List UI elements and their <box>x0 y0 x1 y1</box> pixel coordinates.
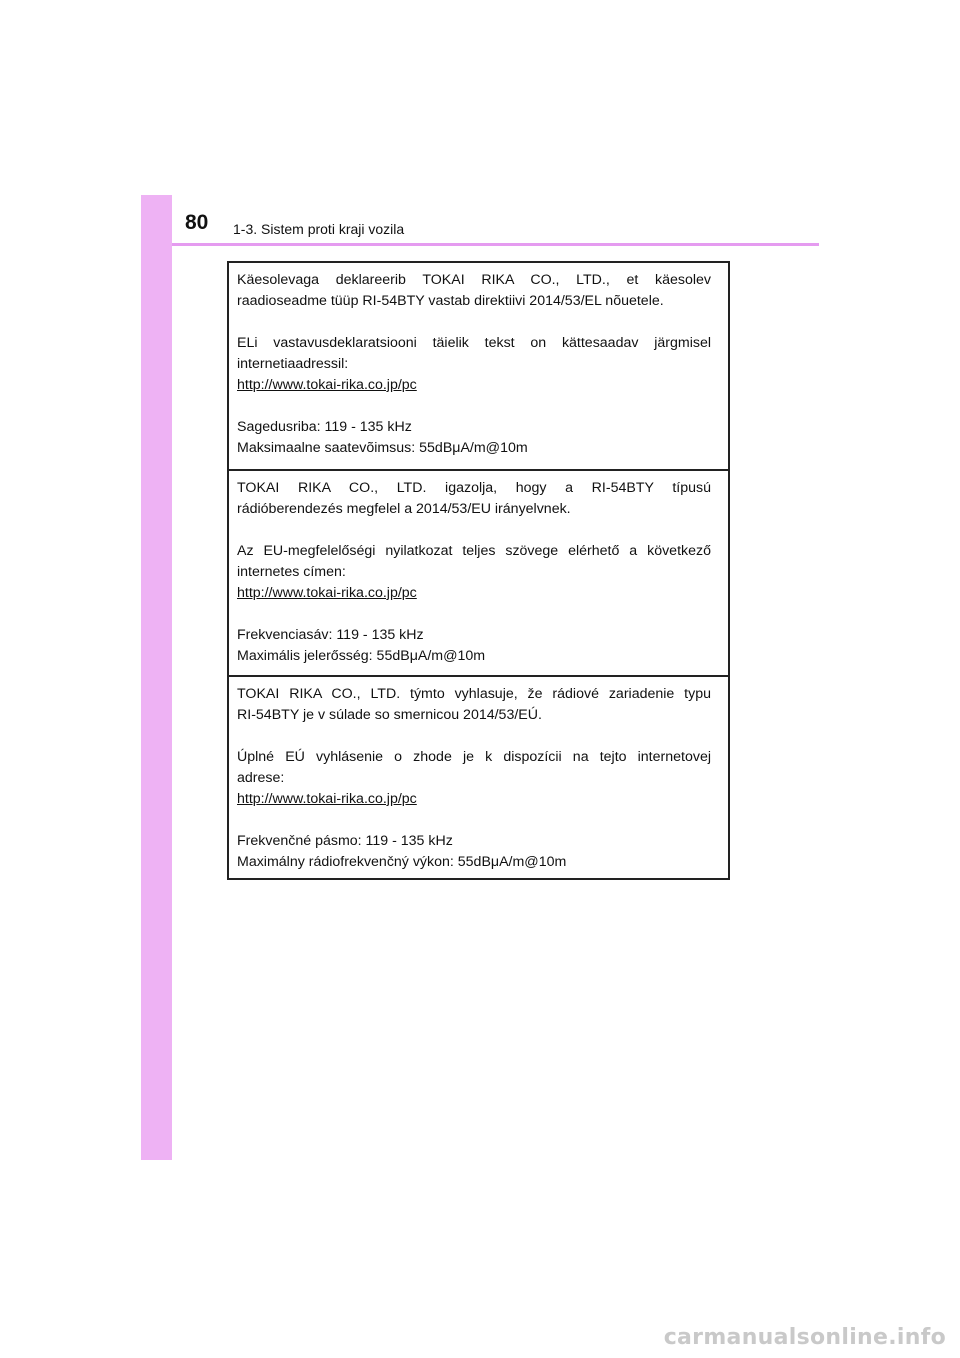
statement-line-2: rádióberendezés megfelel a 2014/53/EU irányelvnek. <box>237 501 571 517</box>
frequency-band: Frekvenčné pásmo: 119 - 135 kHz <box>237 833 453 849</box>
max-power: Maximális jelerősség: 55dBμA/m@10m <box>237 648 486 664</box>
availability-line-2: adrese: <box>237 770 285 786</box>
header-divider <box>172 243 819 246</box>
max-power: Maksimaalne saatevõimsus: 55dBμA/m@10m <box>237 440 528 456</box>
statement-line-1: Käesolevaga deklareerib TOKAI RIKA CO., LTD., et käesolev <box>237 272 711 288</box>
declaration-url-link[interactable]: http://www.tokai-rika.co.jp/pc <box>237 585 417 601</box>
statement-line-2: raadioseadme tüüp RI-54BTY vastab direktiivi 2014/53/EL nõuetele. <box>237 293 664 309</box>
frequency-band: Frekvenciasáv: 119 - 135 kHz <box>237 627 424 643</box>
site-watermark: carmanualsonline.info <box>663 1325 946 1350</box>
availability-line-2: internetiaadressil: <box>237 356 349 372</box>
statement-line-1: TOKAI RIKA CO., LTD. týmto vyhlasuje, že rádiové zariadenie typu <box>237 686 711 702</box>
declaration-url-link[interactable]: http://www.tokai-rika.co.jp/pc <box>237 791 417 807</box>
statement-line-2: RI-54BTY je v súlade so smernicou 2014/53/EÚ. <box>237 707 542 723</box>
availability-line-1: Úplné EÚ vyhlásenie o zhode je k dispozícii na tejto internetovej <box>237 749 711 765</box>
availability-line-1: ELi vastavusdeklaratsiooni täielik tekst on kättesaadav järgmisel <box>237 335 711 351</box>
statement-line-1: TOKAI RIKA CO., LTD. igazolja, hogy a RI-54BTY típusú <box>237 480 711 496</box>
availability-line-2: internetes címen: <box>237 564 346 580</box>
availability-line-1: Az EU-megfelelőségi nyilatkozat teljes szövege elérhető a következő <box>237 543 711 559</box>
declaration-estonian <box>229 263 728 469</box>
page-number: 80 <box>185 211 209 234</box>
section-title: 1-3. Sistem proti kraji vozila <box>233 221 405 237</box>
sidebar-tab <box>141 195 172 1160</box>
declaration-url-link[interactable]: http://www.tokai-rika.co.jp/pc <box>237 377 417 393</box>
declaration-slovak <box>229 675 728 878</box>
declaration-table <box>227 261 730 880</box>
declaration-hungarian <box>229 469 728 675</box>
frequency-band: Sagedusriba: 119 - 135 kHz <box>237 419 412 435</box>
max-power: Maximálny rádiofrekvenčný výkon: 55dBμA/m@10m <box>237 854 567 870</box>
